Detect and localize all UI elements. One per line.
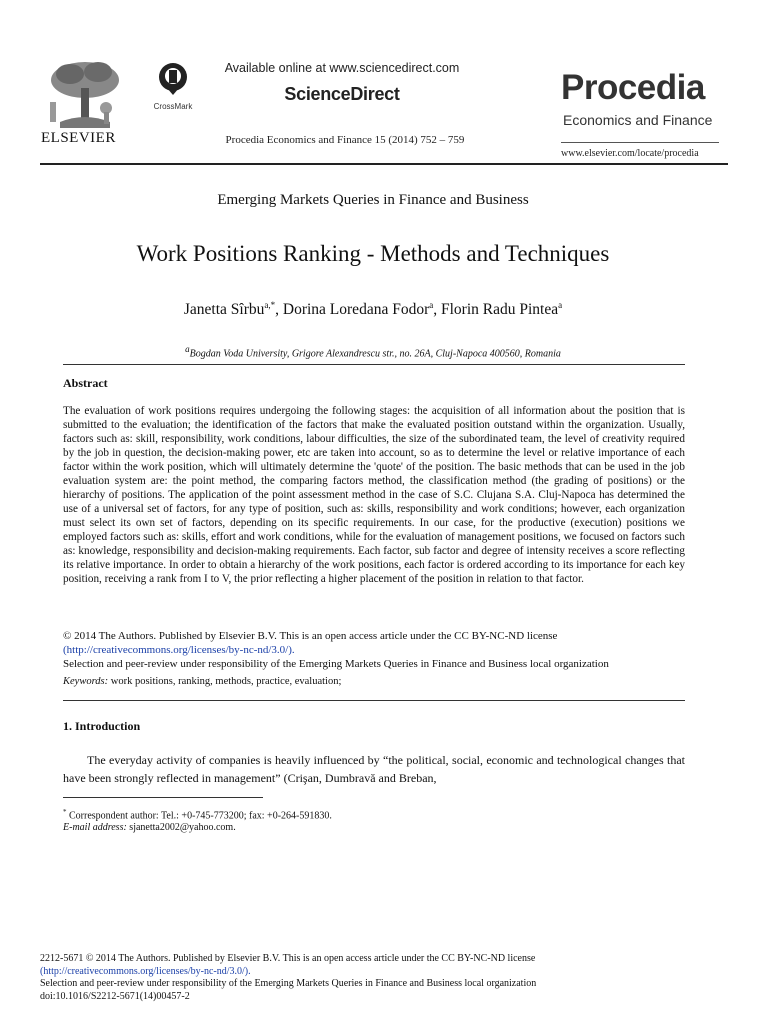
- doi[interactable]: doi:10.1016/S2212-5671(14)00457-2: [40, 990, 190, 1002]
- procedia-title: Procedia: [561, 68, 705, 107]
- author-affiliation-marker: a,*: [264, 300, 276, 310]
- keywords-list: work positions, ranking, methods, practice, evaluation;: [110, 676, 342, 687]
- footnote-marker: *: [63, 808, 67, 816]
- license-link[interactable]: (http://creativecommons.org/licenses/by-nc-nd/3.0/).: [63, 644, 295, 656]
- abstract-bottom-divider: [63, 700, 685, 701]
- license-line: © 2014 The Authors. Published by Elsevier B.V. This is an open access article under the CC BY-NC-ND license: [63, 630, 558, 642]
- header-divider: [40, 163, 728, 165]
- crossmark-icon: [158, 83, 188, 100]
- introduction-body: The everyday activity of companies is heavily influenced by “the political, social, economic and technological changes that have been strongly reflected in management” (Crişan, Dumbravă and Breban,: [63, 753, 685, 785]
- introduction-heading: 1. Introduction: [63, 719, 141, 733]
- footnote-divider: [63, 797, 263, 798]
- abstract-top-divider: [63, 364, 685, 365]
- footer-license-link[interactable]: (http://creativecommons.org/licenses/by-nc-nd/3.0/).: [40, 965, 251, 977]
- affiliation-marker: a: [185, 344, 190, 354]
- procedia-url-link[interactable]: www.elsevier.com/locate/procedia: [561, 148, 699, 159]
- footer-peer-review: Selection and peer-review under responsibility of the Emerging Markets Queries in Finance and Business local organization: [40, 978, 537, 989]
- page-footer: [40, 953, 740, 1003]
- email-address[interactable]: sjanetta2002@yahoo.com.: [129, 822, 236, 834]
- correspondent-info: Correspondent author: Tel.: +0-745-773200; fax: +0-264-591830.: [69, 810, 332, 822]
- author-name: Dorina Loredana Fodor: [282, 301, 430, 319]
- peer-review-line: Selection and peer-review under responsibility of the Emerging Markets Queries in Finance and Business local organization: [63, 658, 609, 670]
- elsevier-wordmark: ELSEVIER: [41, 130, 116, 146]
- author-affiliation-marker: a: [429, 300, 434, 310]
- issn-license-line: 2212-5671 © 2014 The Authors. Published by Elsevier B.V. This is an open access article under the CC BY-NC-ND license: [40, 953, 536, 964]
- email-label: E-mail address:: [63, 822, 127, 834]
- author-affiliation-marker: a: [558, 300, 563, 310]
- journal-reference: Procedia Economics and Finance 15 (2014) 752 – 759: [225, 134, 465, 146]
- footnote: [63, 806, 685, 834]
- license-notice: [63, 629, 685, 671]
- crossmark-label: CrossMark: [153, 102, 193, 111]
- available-online-text: Available online at www.sciencedirect.com: [224, 61, 460, 75]
- affiliation-text: Bogdan Voda University, Grigore Alexandrescu str., no. 26A, Cluj-Napoca 400560, Romania: [189, 348, 561, 360]
- affiliation: [0, 344, 746, 359]
- procedia-divider: [561, 142, 719, 143]
- abstract-body: The evaluation of work positions requires undergoing the following stages: the acquisition of all information about the position that is submitted to the evaluation; the identification of the factors that make the evaluated position outstand within the organization. Usually, factors such as: skill, responsibility, work conditions, labour difficulties, the size of the subordinated team, the level of creativity required by the job in question, the decision-making power, etc are taken into account, so as to determine the level or relative importance of each factor within the work position, which will ultimately determine the 'quote' of the position. The basic methods that can be used in the job evaluation system are: the point method, the comparing factors method, the classification method (the grading of positions) or the hierarchy of positions. The application of the point assessment method in the case of S.C. Clujana S.A. Cluj-Napoca has determined the use of a universal set of factors, for any type of position, such as: skills, responsibility and work conditions; however, each organization must select its own set of factors, depending on its specific requirements. In our case, for the productive (execution) positions we employed factors such as: skills, effort and work conditions, while for the evaluation of management positions, we focused on factors such as: knowledge, responsibility and decision-making requirements. Each factor, sub factor and degree of intensity receives a score reflecting its relative importance. In order to obtain a hierarchy of the work positions, each factor is ordered according to its importance for each key position, receiving a rank from I to V, the prior reflecting a higher placement of the position in relation to that factor.: [63, 405, 685, 585]
- conference-name: Emerging Markets Queries in Finance and Business: [217, 192, 529, 208]
- keywords-label: Keywords:: [63, 676, 109, 687]
- sciencedirect-logo-text[interactable]: ScienceDirect: [284, 84, 400, 104]
- procedia-subtitle: Economics and Finance: [563, 112, 713, 128]
- abstract-heading: Abstract: [63, 376, 108, 390]
- keywords: [63, 676, 685, 687]
- author-name: Janetta Sîrbu: [183, 301, 265, 319]
- author-list: Janetta Sîrbu$^{a,*}$, Dorina Loredana Fodor$^a$, Florin Radu Pintea$^a$: [183, 300, 563, 319]
- crossmark-badge[interactable]: [148, 62, 198, 111]
- article-title: Work Positions Ranking - Methods and Techniques: [136, 241, 610, 266]
- author-name: Florin Radu Pintea: [440, 301, 559, 319]
